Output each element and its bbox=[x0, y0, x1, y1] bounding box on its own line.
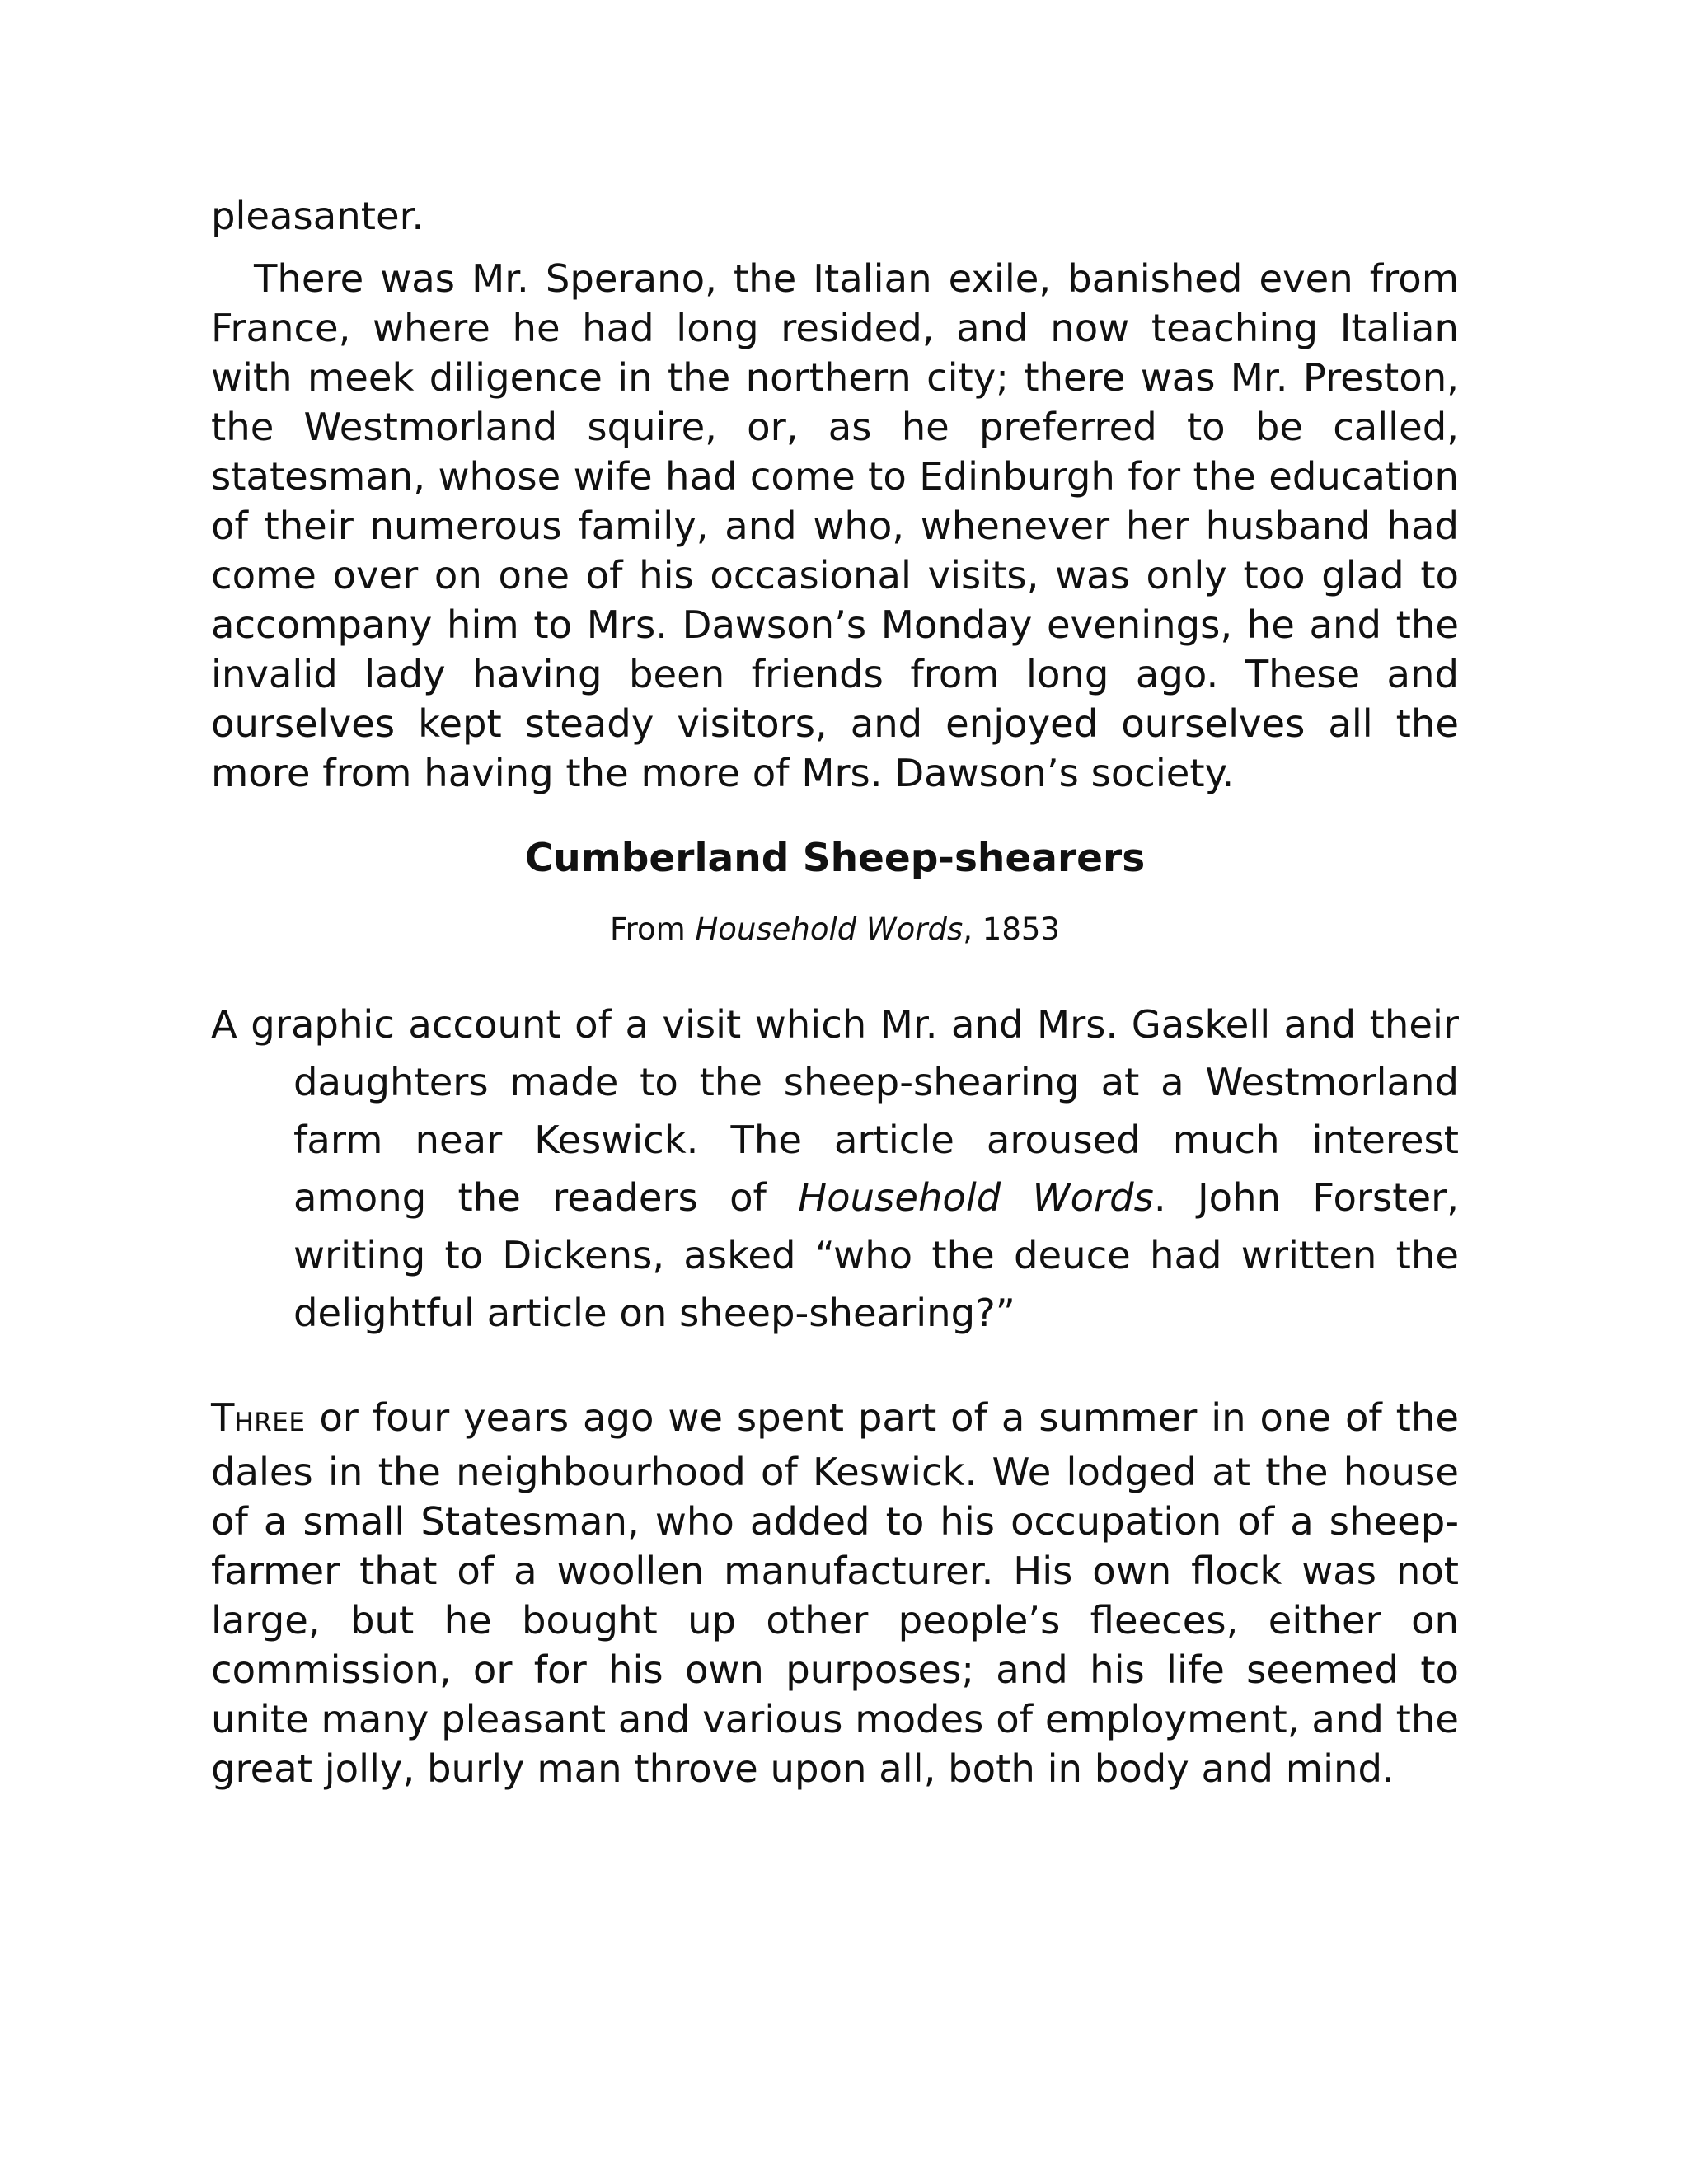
editorial-intro bbox=[211, 996, 1459, 1342]
opening-paragraph-text: or four years ago we spent part of a summer in one of the dales in the neighbourhood of Keswick. We lodged at the house of a small Statesman, who added to his occupation of a sheep-farmer that of a woollen manufacturer. His own flock was not large, but he bought up other people’s fleeces, either on commission, or for his own purposes; and his life seemed to unite many pleasant and various modes of employment, and the great jolly, burly man throve upon all, both in body and mind. bbox=[211, 1395, 1459, 1791]
source-line bbox=[211, 910, 1459, 949]
source-prefix: From bbox=[610, 912, 696, 947]
source-publication-title: Household Words bbox=[695, 912, 964, 947]
intro-text-2: . John Forster, writing to Dickens, asked “who the deuce had written the delightful article on sheep-shearing?” bbox=[293, 1175, 1459, 1335]
opening-capital: T bbox=[211, 1395, 235, 1440]
continuation-text: pleasanter. bbox=[211, 194, 424, 238]
source-year: , 1853 bbox=[963, 912, 1060, 947]
intro-text-1: A graphic account of a visit which Mr. and Mrs. Gaskell and their daughters made to the sheep-shearing at a Westmorland farm near Keswick. The article aroused much interest among the readers of bbox=[211, 1002, 1459, 1220]
opening-small-caps: HREE bbox=[234, 1408, 306, 1437]
document-page bbox=[211, 191, 1459, 1793]
paragraph-mrs-dawson-visitors: There was Mr. Sperano, the Italian exile, banished even from France, where he had long resided, and now teaching Italian with meek diligence in the northern city; there was Mr. Preston, the Westmorland squire, or, as he preferred to be called, statesman, whose wife had come to Edinburgh for the education of their numerous family, and who, whenever her husband had come over on one of his occasional visits, was only too glad to accompany him to Mrs. Dawson’s Monday evenings, he and the invalid lady having been friends from long ago. These and ourselves kept steady visitors, and enjoyed ourselves all the more from having the more of Mrs. Dawson’s society. bbox=[211, 256, 1459, 795]
intro-publication-title: Household Words bbox=[798, 1175, 1154, 1220]
article-opening-paragraph bbox=[211, 1393, 1459, 1793]
section-heading: Cumberland Sheep-shearers bbox=[524, 836, 1146, 881]
